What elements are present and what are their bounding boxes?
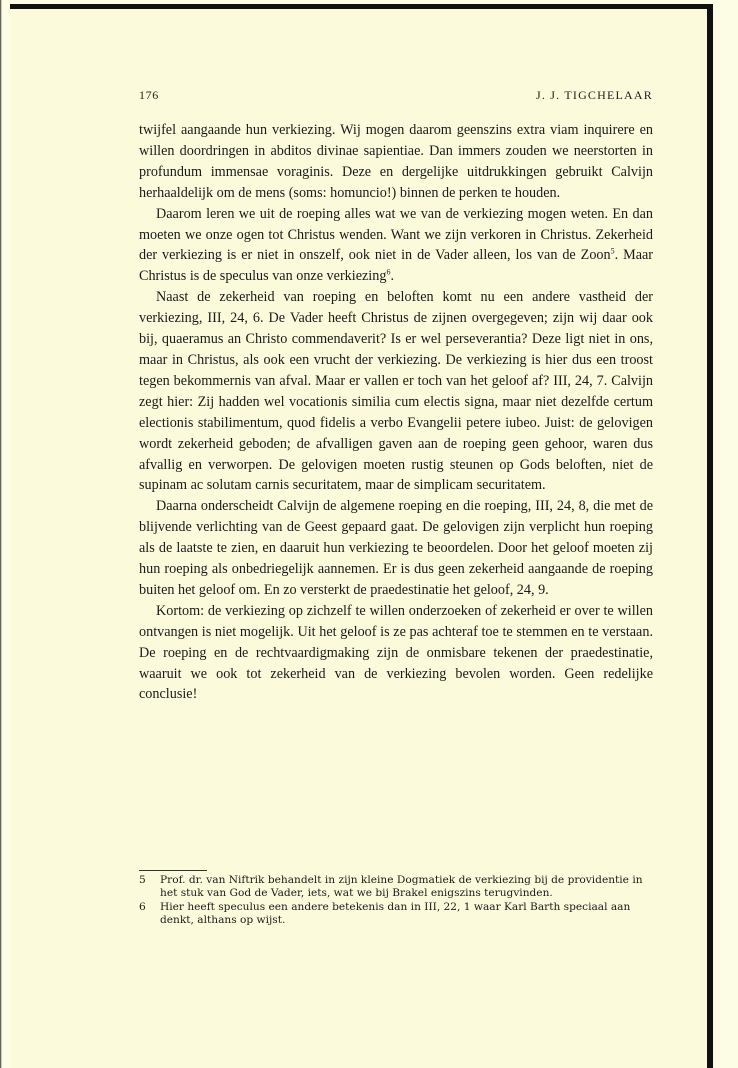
footnote-ref-5: 5 — [610, 246, 615, 256]
footnotes — [139, 874, 653, 928]
footnote — [139, 874, 653, 901]
paragraph-2 — [139, 204, 653, 288]
paragraph-3: Naast de zekerheid van roeping en beloften komt nu een andere vastheid der verkiezing, III, 24, 6. De Vader heeft Christus de zijnen overgegeven; zijn wij daar ook bij, quaeramus an Christo commendaverit? Is er wel perseverantia? Deze ligt niet in ons, maar in Christus, als ook een vrucht der verkiezing. De verkiezing is hier dus een troost tegen bekommernis van afval. Maar er vallen er toch van het geloof af? III, 24, 7. Calvijn zegt hier: Zij hadden wel vocationis similia cum electis signa, maar niet dezelfde certum electionis stabilimentum, quod fidelis a verbo Evangelii petere iubeo. Juist: de gelovigen wordt zekerheid geboden; de afvalligen gaven aan de roeping geen gehoor, waren dus afvallig en verworpen. De gelovigen moeten rustig steunen op Gods beloften, niet de supinam ac solutam carnis securitatem, maar de simplicam securitatem. — [139, 289, 653, 494]
paragraph-2-text-a: Daarom leren we uit de roeping alles wat we van de verkiezing mogen weten. En dan moeten we onze ogen tot Christus wenden. Want we zijn verkoren in Christus. Zekerheid der verkiezing is er niet in onszelf, ook niet in de Vader alleen, los van de Zoon — [139, 205, 653, 264]
footnote-number: 5 — [139, 874, 146, 886]
running-header — [139, 88, 653, 106]
footnote-ref-6: 6 — [386, 267, 391, 277]
scan-right-border — [707, 4, 713, 1068]
body-text — [139, 120, 653, 705]
footnote-text: Hier heeft speculus een andere betekenis dan in III, 22, 1 waar Karl Barth speciaal aan denkt, althans op wijst. — [160, 900, 631, 927]
paragraph-1: twijfel aangaande hun verkiezing. Wij mogen daarom geenszins extra viam inquirere en willen doordringen in abditos divinae sapientiae. Dan immers zouden we neerstorten in profundum immensae voraginis. Deze en dergelijke uitdrukkingen gebruikt Calvijn herhaaldelijk om de mens (soms: homuncio!) binnen de perken te houden. — [139, 122, 653, 201]
paragraph-5: Kortom: de verkiezing op zichzelf te willen onderzoeken of zekerheid er over te willen ontvangen is niet mogelijk. Uit het geloof is ze pas achteraf toe te stemmen en te verstaan. De roeping en de rechtvaardigmaking zijn de onmisbare tekenen der praedestinatie, waaruit we ook tot zekerheid van de verkiezing bevolen worden. Geen redelijke conclusie! — [139, 602, 653, 703]
scan-left-edge — [0, 0, 2, 1068]
footnote — [139, 901, 653, 928]
running-head-author: J. J. TIGCHELAAR — [536, 88, 653, 102]
page-number: 176 — [139, 88, 159, 102]
footnote-text: Prof. dr. van Niftrik behandelt in zijn kleine Dogmatiek de verkiezing bij de providentie in het stuk van God de Vader, iets, wat we bij Brakel enigszins terugvinden. — [160, 874, 643, 900]
footnote-number: 6 — [139, 900, 146, 913]
paragraph-4: Daarna onderscheidt Calvijn de algemene roeping en die roeping, III, 24, 8, die met de blijvende verlichting van de Geest gepaard gaat. De gelovigen zijn verplicht hun roeping als de laatste te zien, en daaruit hun verkiezing te beoordelen. Door het geloof moeten zij hun roeping als onbedriegelijk aannemen. Er is dus geen zekerheid aangaande de roeping buiten het geloof om. En zo versterkt de praedestinatie het geloof, 24, 9. — [139, 498, 653, 598]
paragraph-2-text-b: . Maar Christus is de speculus van onze verkiezing — [139, 247, 654, 285]
footnote-rule — [139, 870, 207, 871]
paragraph-2-text-c: . — [390, 268, 394, 285]
